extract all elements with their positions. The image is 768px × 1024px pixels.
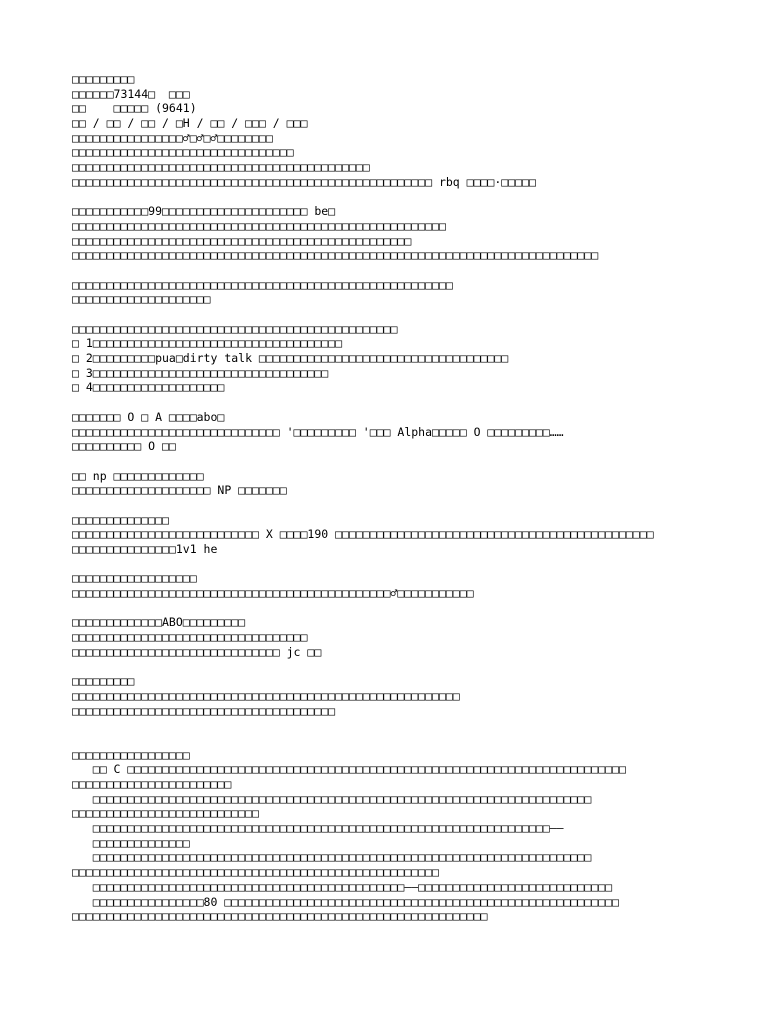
text-line: □□□□□□□□□□□□□□□□□□□□ <box>72 292 211 307</box>
blank-line <box>72 307 702 322</box>
text-line: □□□□□□□□□□□□□□□□□□□□□□□□□□□□□□□□□□□□□□□□□□□□□□□□□□□□□□□□□□□□□□□□□□—— <box>72 821 564 836</box>
text-line: □□□□□□□□□□□□□□□□□□□□□□□□□□□□□□□□□□□□□□□□□□□□□□□□□ <box>72 233 412 248</box>
blank-line <box>72 660 702 675</box>
text-line: □□□□□□□□□ <box>72 674 135 689</box>
text-line: □□□□□□□ O □ A □□□□abo□ <box>72 409 225 424</box>
text-line: □ 2□□□□□□□□□pua□dirty talk □□□□□□□□□□□□□□□□□□□□□□□□□□□□□□□□□□□□ <box>72 351 509 366</box>
text-line: □□ □□□□□ (9641) <box>72 101 197 116</box>
text-line: □□ / □□ / □□ / □H / □□ / □□□ / □□□ <box>72 116 308 131</box>
text-line: □□□□□□□□□□□□□□□□80 □□□□□□□□□□□□□□□□□□□□□□□□□□□□□□□□□□□□□□□□□□□□□□□□□□□□□□□□□ <box>72 894 619 909</box>
text-line: □□□□□□□□□□□□□□□□□□□□□□□□□□□□□□□□□□□□□□□□□□□□□□□□□□□□□□□□□□□□□□□□□□□□□□□□□□□□ <box>72 248 599 263</box>
text-line: □□□□□□□□□□□□□□□□□□□□□□□□□□□□□□□□□□□□□□□□□□□□□□□□□□□□□□□□ <box>72 688 460 703</box>
text-line: □□□□□□□□□□ O □□ <box>72 439 176 454</box>
document-body <box>72 72 702 924</box>
text-line: □□□□□□□□□□□□□□□□□□□□□□□□□□□□□□□□□□□□□□□□□□□□□□□□□□□□□□ <box>72 218 446 233</box>
blank-line <box>72 454 702 469</box>
text-line: □□□□□□□□□□□□□□ <box>72 835 190 850</box>
text-line: □□ C □□□□□□□□□□□□□□□□□□□□□□□□□□□□□□□□□□□□□□□□□□□□□□□□□□□□□□□□□□□□□□□□□□□□□□□□ <box>72 762 626 777</box>
text-line: □□□□□□□□□□□□□□□□□□ <box>72 571 197 586</box>
text-line: □□□□□□□□□□□□□□□□□□□□□□□□□□□□□□□□□□□□□□□□□□□ <box>72 160 370 175</box>
text-line: □□□□□□□□□□□99□□□□□□□□□□□□□□□□□□□□□ be□ <box>72 204 336 219</box>
blank-line <box>72 601 702 616</box>
blank-line <box>72 557 702 572</box>
text-line: □□□□□□□□□□□□□□□□□□□□□□□□□□□□□□□□□□□□□□□□□□□□□□□□□□□□□□□□□□□□ <box>72 909 488 924</box>
text-line: □□□□□□□□□□□□□□□□□□□□□□□□□□□ X □□□□190 □□□□□□□□□□□□□□□□□□□□□□□□□□□□□□□□□□□□□□□□□□□□□□ <box>72 527 654 542</box>
text-line: □□□□□□□□□□□□□□□□♂□♂□♂□□□□□□□□ <box>72 130 273 145</box>
text-line: □□□□□□□□□□□□□ABO□□□□□□□□□ <box>72 615 246 630</box>
text-line: □□□□□□□□□ <box>72 72 135 86</box>
text-line: □□□□□□□□□□□□□□□□□□□□□□□□□□□□□□□□□□□□□□□□□□□□□□□□□□□□□ <box>72 865 439 880</box>
blank-line <box>72 395 702 410</box>
text-line: □□□□□□□□□□□□□□□□□□□□□□□□□□□□□□□□□□□□□□□□□□□□□——□□□□□□□□□□□□□□□□□□□□□□□□□□□□ <box>72 879 613 894</box>
text-line: □□□□□□□□□□□□□□□□□□□□□□□□□□□□□□□□□□□□□□□□□□□□□□□□□□□□□□□ <box>72 277 453 292</box>
text-line: □□□□□□□□□□□□□□□1v1 he <box>72 542 218 556</box>
text-line: □□□□□□□□□□□□□□□□□□□□□□□□□□□□□□□□□□□□□□□□□□□□□□□□□□□□□□□□□□□□□□□□□□□□□□□□ <box>72 791 592 806</box>
text-line: □□□□□□□□□□□□□□□□□□□□□□□□□□□□□□□□ <box>72 145 294 160</box>
text-line: □□□□□□□□□□□□□□□□□□□□□□□□□□□□□□□□□□□□□□ <box>72 703 336 718</box>
text-line: □□□□□□□□□□□□□□ <box>72 512 169 527</box>
text-line: □□□□□□□□□□□□□□□□□□□□□□□□□□□□□□□□□□□□□□□□□□□□□□□ <box>72 321 398 336</box>
text-line: □ 3□□□□□□□□□□□□□□□□□□□□□□□□□□□□□□□□□□ <box>72 365 329 380</box>
blank-line <box>72 718 702 733</box>
text-line: □□□□□□□□□□□□□□□□□□□□□□□□□□□□□□□□□□ <box>72 630 308 645</box>
blank-line <box>72 190 702 205</box>
text-line: □□ np □□□□□□□□□□□□□ <box>72 468 204 483</box>
text-line: □□□□□□□□□□□□□□□□□□□□□□□□□□□□□□□□□□□□□□□□□□□□□□□□□□□□□□□□□□□□□□□□□□□□□□□□ <box>72 850 592 865</box>
text-line: □ 1□□□□□□□□□□□□□□□□□□□□□□□□□□□□□□□□□□□□ <box>72 336 343 351</box>
blank-line <box>72 263 702 278</box>
blank-line <box>72 733 702 748</box>
text-line: □□□□□□□□□□□□□□□□□ <box>72 747 190 762</box>
text-line: □□□□□□□□□□□□□□□□□□□□□□□□□□□□□□□□□□□□□□□□□□□□□□♂□□□□□□□□□□□ <box>72 586 474 601</box>
text-line: □□□□□□□□□□□□□□□□□□□□□□□□□□□□□□□□□□□□□□□□□□□□□□□□□□□□ rbq □□□□·□□□□□ <box>72 174 536 189</box>
text-line: □□□□□□□□□□□□□□□□□□□□□□□□□□□ <box>72 806 259 821</box>
text-line: □□□□□□□□□□□□□□□□□□□□□□□□□□□□□□ '□□□□□□□□□ '□□□ Alpha□□□□□ O □□□□□□□□□…… <box>72 424 564 439</box>
text-line: □□□□□□□□□□□□□□□□□□□□□□□□□□□□□□ jc □□ <box>72 644 322 659</box>
text-line: □ 4□□□□□□□□□□□□□□□□□□□ <box>72 380 225 395</box>
text-line: □□□□□□□□□□□□□□□□□□□□ NP □□□□□□□ <box>72 483 287 498</box>
blank-line <box>72 498 702 513</box>
text-line: □□□□□□□□□□□□□□□□□□□□□□□ <box>72 777 232 791</box>
text-line: □□□□□□73144□ □□□ <box>72 86 190 101</box>
